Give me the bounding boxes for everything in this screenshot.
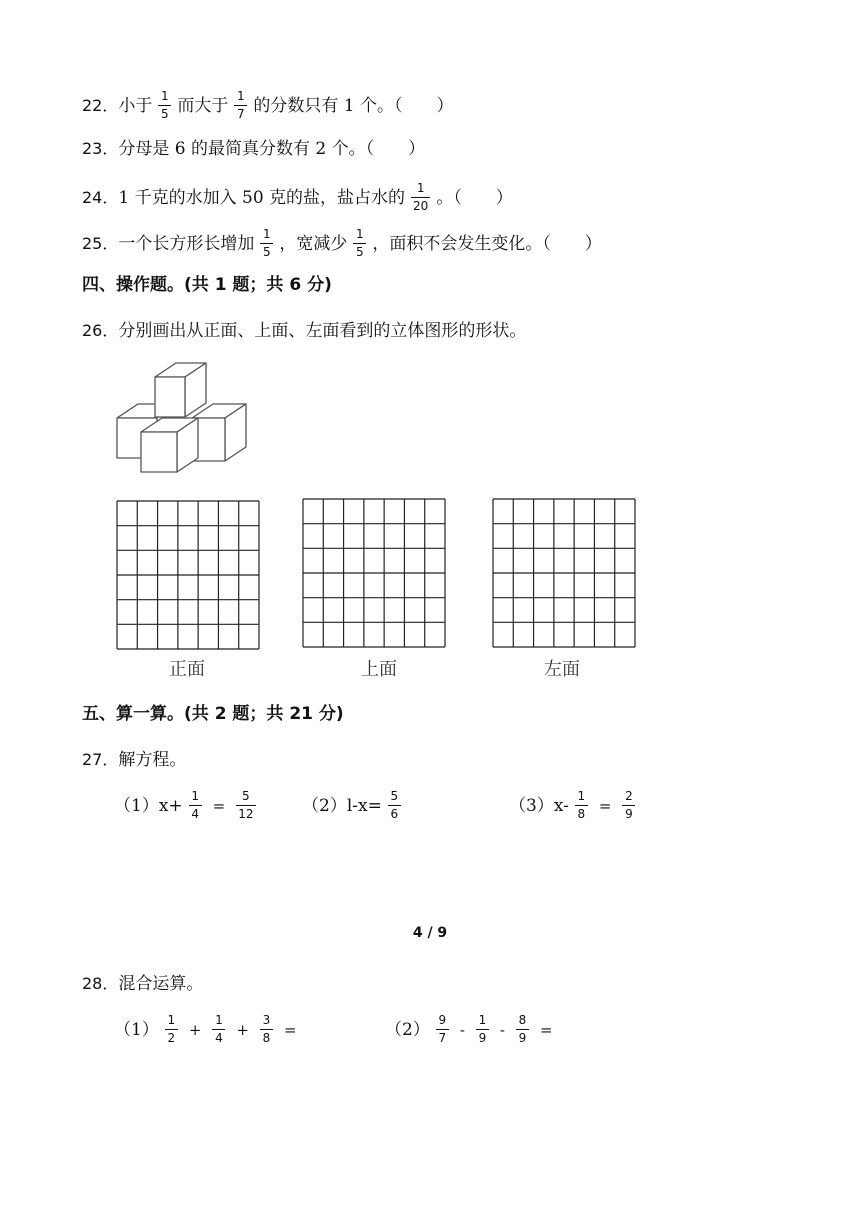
caption-left: 左面: [544, 659, 580, 680]
cube-front-front: [141, 432, 177, 472]
fraction: $\frac{1}{9}$: [477, 1014, 488, 1045]
question-26: [82, 319, 526, 343]
expression-1: [114, 1014, 302, 1045]
equation-3: [509, 790, 641, 821]
question-number: 23．: [82, 139, 119, 158]
cube-figure: [112, 358, 252, 476]
equation-2: [302, 790, 407, 821]
fraction: $\frac{2}{9}$: [623, 790, 634, 821]
expression-label: （2）: [385, 1019, 430, 1040]
caption-front: 正面: [169, 659, 205, 680]
page-number: 4 / 9: [412, 925, 448, 941]
equation-label: （2）l-x=: [302, 795, 382, 816]
fraction: $\frac{1}{5}$: [159, 90, 170, 121]
cube-top-front: [155, 377, 185, 417]
equals-sign: =: [539, 1020, 553, 1039]
question-number: 22．: [82, 95, 119, 115]
question-number: 24．: [82, 187, 119, 207]
grid-front[interactable]: [116, 500, 260, 650]
question-number: 26．: [82, 321, 119, 340]
question-text: 混合运算。: [118, 974, 204, 994]
equation-1: [114, 790, 262, 821]
question-text: ，宽减少: [279, 233, 348, 254]
question-text: 分别画出从正面、上面、左面看到的立体图形的形状。: [118, 321, 527, 341]
fraction: $\frac{1}{4}$: [213, 1014, 224, 1045]
fraction: $\frac{8}{9}$: [517, 1014, 528, 1045]
caption-top: 上面: [361, 659, 397, 680]
fraction: $\frac{1}{20}$: [413, 181, 429, 213]
question-text: ，面积不会发生变化。（ ）: [372, 233, 602, 254]
question-27: [82, 748, 186, 772]
fraction: $\frac{1}{5}$: [354, 228, 365, 259]
question-22: [82, 90, 454, 121]
question-text: 1 千克的水加入 50 克的盐，盐占水的: [118, 187, 406, 208]
fraction: $\frac{1}{8}$: [576, 790, 587, 821]
fraction: $\frac{1}{2}$: [166, 1014, 177, 1045]
fraction: $\frac{1}{4}$: [190, 790, 201, 821]
question-text: 小于: [118, 95, 153, 116]
question-text: 。（ ）: [436, 187, 513, 208]
equation-label: （3）x-: [509, 795, 569, 816]
question-text: 一个长方形长增加: [118, 233, 255, 254]
expression-label: （1）: [114, 1019, 159, 1040]
question-28: [82, 972, 203, 996]
grid-top[interactable]: [302, 498, 446, 648]
operator: -: [499, 1020, 505, 1039]
question-text: 的分数只有 1 个。（ ）: [253, 95, 454, 116]
expression-2: [385, 1014, 558, 1045]
operator: +: [236, 1020, 249, 1039]
question-23: [82, 137, 425, 161]
equals-sign: =: [283, 1020, 297, 1039]
fraction: $\frac{9}{7}$: [437, 1014, 448, 1045]
fraction: $\frac{3}{8}$: [261, 1014, 272, 1045]
fraction: $\frac{1}{7}$: [235, 90, 246, 121]
question-24: [82, 182, 513, 213]
question-number: 28．: [82, 974, 119, 993]
fraction: $\frac{1}{5}$: [261, 228, 272, 259]
operator: +: [188, 1020, 202, 1039]
question-text: 而大于: [177, 95, 229, 116]
grid-left[interactable]: [492, 498, 636, 648]
question-text: 分母是 6 的最简真分数有 2 个。（ ）: [118, 139, 426, 159]
equals-sign: =: [212, 796, 226, 815]
question-25: [82, 228, 602, 259]
question-number: 27．: [82, 750, 119, 769]
fraction: $\frac{5}{12}$: [238, 789, 254, 821]
equation-label: （1）x+: [114, 795, 183, 816]
question-number: 25．: [82, 233, 119, 253]
equals-sign: =: [598, 796, 612, 815]
question-text: 解方程。: [118, 750, 187, 770]
fraction: $\frac{5}{6}$: [389, 790, 400, 821]
section-heading-5: 五、算一算。(共 2 题；共 21 分): [82, 704, 344, 724]
operator: -: [459, 1020, 465, 1039]
section-heading-4: 四、操作题。(共 1 题；共 6 分): [82, 275, 332, 295]
